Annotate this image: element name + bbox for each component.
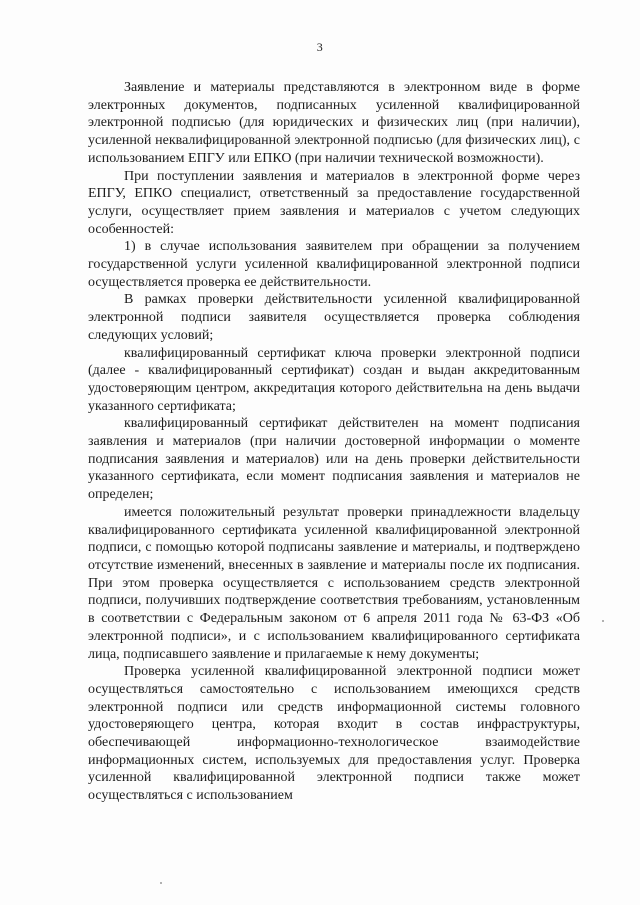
page-number: 3 [316,40,324,54]
scan-artifact-dot [602,620,604,622]
paragraph-receipt-procedure: При поступлении заявления и материалов в электронной форме через ЕПГУ, ЕПКО специалист, ответственный за предоставление государственной услуги, осуществляет прием заявления и материалов с учетом следующих особенностей: [88,168,580,237]
paragraph-signature-check-item-1: 1) в случае использования заявителем при обращении за получением государственной услуги усиленной квалифицированной электронной подписи осуществляется проверка ее действительности. [88,239,580,290]
scan-artifact-dot [160,882,162,884]
paragraph-check-conditions: В рамках проверки действительности усиленной квалифицированной электронной подписи заявителя осуществляется проверка соблюдения следующих условий; [88,292,580,343]
document-body [88,79,580,805]
paragraph-certificate-issued: квалифицированный сертификат ключа проверки электронной подписи (далее - квалифицированный сертификат) создан и выдан аккредитованным удостоверяющим центром, аккредитация которого действительна на день выдачи указанного сертификата; [88,345,580,414]
paragraph-verification-means: Проверка усиленной квалифицированной электронной подписи может осуществляться самостоятельно с использованием имеющихся средств электронной подписи или средств информационной системы головного удостоверяющего центра, которая входит в состав инфраструктуры, обеспечивающей информационно-технологическое взаимодействие информационных систем, используемых для предоставления услуг. Проверка усиленной квалифицированной электронной подписи также может осуществляться с использованием [88,664,580,804]
paragraph-ownership-check: имеется положительный результат проверки принадлежности владельцу квалифицированного сертификата усиленной квалифицированной электронной подписи, с помощью которой подписаны заявление и материалы, и подтверждено отсутствие изменений, внесенных в заявление и материалы после их подписания. При этом проверка осуществляется с использованием средств электронной подписи, получивших подтверждение соответствия требованиям, установленным в соответствии с Федеральным законом от 6 апреля 2011 года № 63-ФЗ «Об электронной подписи», и с использованием квалифицированного сертификата лица, подписавшего заявление и прилагаемые к нему документы; [88,504,580,662]
paragraph-submission-form: Заявление и материалы представляются в электронном виде в форме электронных документов, подписанных усиленной квалифицированной электронной подписью (для юридических и физических лиц (при наличии), усиленной неквалифицированной электронной подписью (для физических лиц), с использованием ЕПГУ или ЕПКО (при наличии технической возможности). [88,80,580,166]
paragraph-certificate-valid: квалифицированный сертификат действителен на момент подписания заявления и материалов (при наличии достоверной информации о моменте подписания заявления и материалов) или на день проверки действительности указанного сертификата, если момент подписания заявления и материалов не определен; [88,416,580,503]
